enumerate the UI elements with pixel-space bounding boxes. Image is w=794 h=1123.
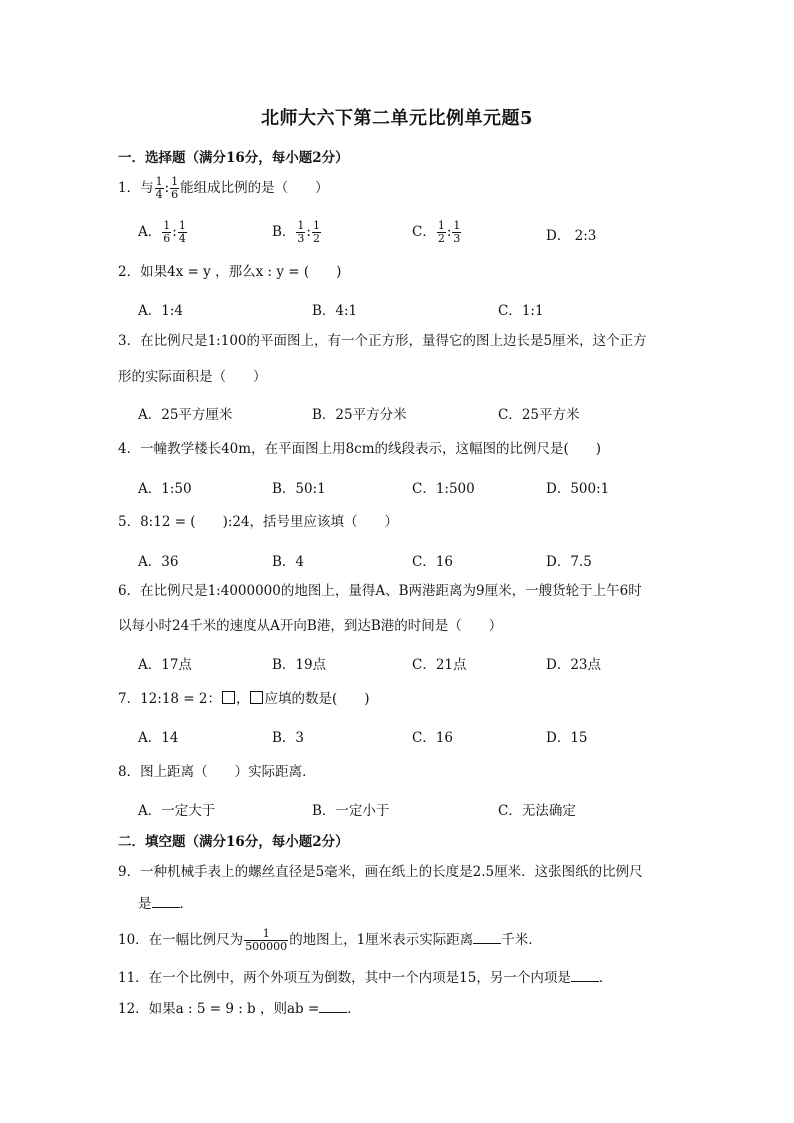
q7-option-a[interactable]: A．14	[138, 730, 179, 746]
q8-options	[138, 799, 698, 821]
question-7: 7．12:18 = 2： ， 应填的数是( )	[118, 691, 370, 707]
question-8: 8．图上距离（ ）实际距离．	[118, 764, 316, 780]
q8-option-a[interactable]: A．一定大于	[138, 803, 216, 819]
q6-option-b[interactable]: B．19点	[272, 657, 327, 673]
q1-prefix: 1．与	[118, 180, 154, 196]
question-11: 11．在一个比例中，两个外项互为倒数，其中一个内项是15，另一个内项是 ．	[118, 967, 612, 988]
q1-fraction-2: $\frac{1}{6}$	[171, 175, 179, 201]
q4-option-c[interactable]: C．1:500	[412, 481, 475, 497]
q5-option-d[interactable]: D．7.5	[546, 554, 592, 570]
page-title: 北师大六下第二单元比例单元题5	[260, 108, 534, 129]
question-2: 2．如果4x = y ，那么x : y = ( )	[118, 264, 342, 280]
question-6-line-1: 6．在比例尺是1:4000000的地图上，量得A、B两港距离为9厘米，一艘货轮于上午6时	[118, 583, 642, 599]
q8-option-c[interactable]: C．无法确定	[498, 803, 576, 819]
section-choice-heading: 一．选择题（满分16分，每小题2分）	[118, 150, 349, 166]
q4-options	[138, 477, 698, 499]
q4-option-b[interactable]: B．50:1	[272, 481, 326, 497]
answer-blank[interactable]	[152, 893, 180, 908]
q1-option-a[interactable]: A． $\frac{1}{6}$ : $\frac{1}{4}$	[138, 219, 186, 245]
q1-fraction-1: $\frac{1}{4}$	[155, 175, 163, 201]
q1-options	[138, 219, 698, 245]
q8-option-b[interactable]: B．一定小于	[312, 803, 390, 819]
q5-option-a[interactable]: A．36	[138, 554, 179, 570]
q3-option-b[interactable]: B．25平方分米	[312, 407, 407, 423]
blank-box-icon	[250, 691, 263, 704]
q4-option-d[interactable]: D．500:1	[546, 481, 610, 497]
q2-options	[138, 299, 698, 321]
question-6-line-2: 以每小时24千米的速度从A开向B港，到达B港的时间是（ ）	[118, 618, 503, 634]
question-10: 10．在一幅比例尺为 $\frac{1}{500000}$ 的地图上，1厘米表示实际距离 千米．	[118, 927, 542, 953]
question-5: 5．8:12 = ( ):24，括号里应该填（ ）	[118, 514, 399, 530]
q6-option-a[interactable]: A．17点	[138, 657, 192, 673]
answer-blank[interactable]	[571, 967, 599, 982]
answer-blank[interactable]	[319, 998, 347, 1013]
q6-options	[138, 653, 698, 675]
question-3-line-1: 3．在比例尺是1:100的平面图上，有一个正方形，量得它的图上边长是5厘米，这个正方	[118, 333, 647, 349]
q1-suffix: 能组成比例的是（ ）	[180, 180, 329, 196]
question-1: 1．与 $\frac{1}{4}$ : $\frac{1}{6}$ 能组成比例的是（ ）	[118, 175, 329, 201]
q3-option-a[interactable]: A．25平方厘米	[138, 407, 233, 423]
blank-box-icon	[222, 691, 235, 704]
question-12: 12．如果a : 5 = 9 : b ，则ab = ．	[118, 998, 361, 1019]
q1-option-b[interactable]: B． $\frac{1}{3}$ : $\frac{1}{2}$	[272, 219, 320, 245]
question-4: 4．一幢教学楼长40m，在平面图上用8cm的线段表示，这幅图的比例尺是( )	[118, 441, 602, 457]
q7-options	[138, 726, 698, 748]
question-9-line-2: 是 ．	[138, 893, 193, 914]
section-fill-heading: 二．填空题（满分16分，每小题2分）	[118, 834, 349, 850]
q3-option-c[interactable]: C．25平方米	[498, 407, 580, 423]
q6-option-c[interactable]: C．21点	[412, 657, 467, 673]
q1-option-d[interactable]: D． 2:3	[546, 228, 597, 244]
q7-option-b[interactable]: B．3	[272, 730, 305, 746]
q7-option-c[interactable]: C．16	[412, 730, 454, 746]
q1-option-c[interactable]: C． $\frac{1}{2}$ : $\frac{1}{3}$	[412, 219, 461, 245]
q2-option-c[interactable]: C．1:1	[498, 303, 544, 319]
q5-option-b[interactable]: B．4	[272, 554, 305, 570]
q5-option-c[interactable]: C．16	[412, 554, 454, 570]
question-9-line-1: 9．一种机械手表上的螺丝直径是5毫米，画在纸上的长度是2.5厘米．这张图纸的比例尺	[118, 864, 643, 880]
question-3-line-2: 形的实际面积是（ ）	[118, 369, 267, 385]
q10-fraction: $\frac{1}{500000}$	[245, 927, 288, 953]
q6-option-d[interactable]: D．23点	[546, 657, 602, 673]
q2-option-b[interactable]: B．4:1	[312, 303, 358, 319]
q2-option-a[interactable]: A．1:4	[138, 303, 183, 319]
q7-option-d[interactable]: D．15	[546, 730, 588, 746]
q5-options	[138, 550, 698, 572]
q3-options	[138, 403, 698, 425]
answer-blank[interactable]	[473, 929, 501, 944]
q4-option-a[interactable]: A．1:50	[138, 481, 192, 497]
